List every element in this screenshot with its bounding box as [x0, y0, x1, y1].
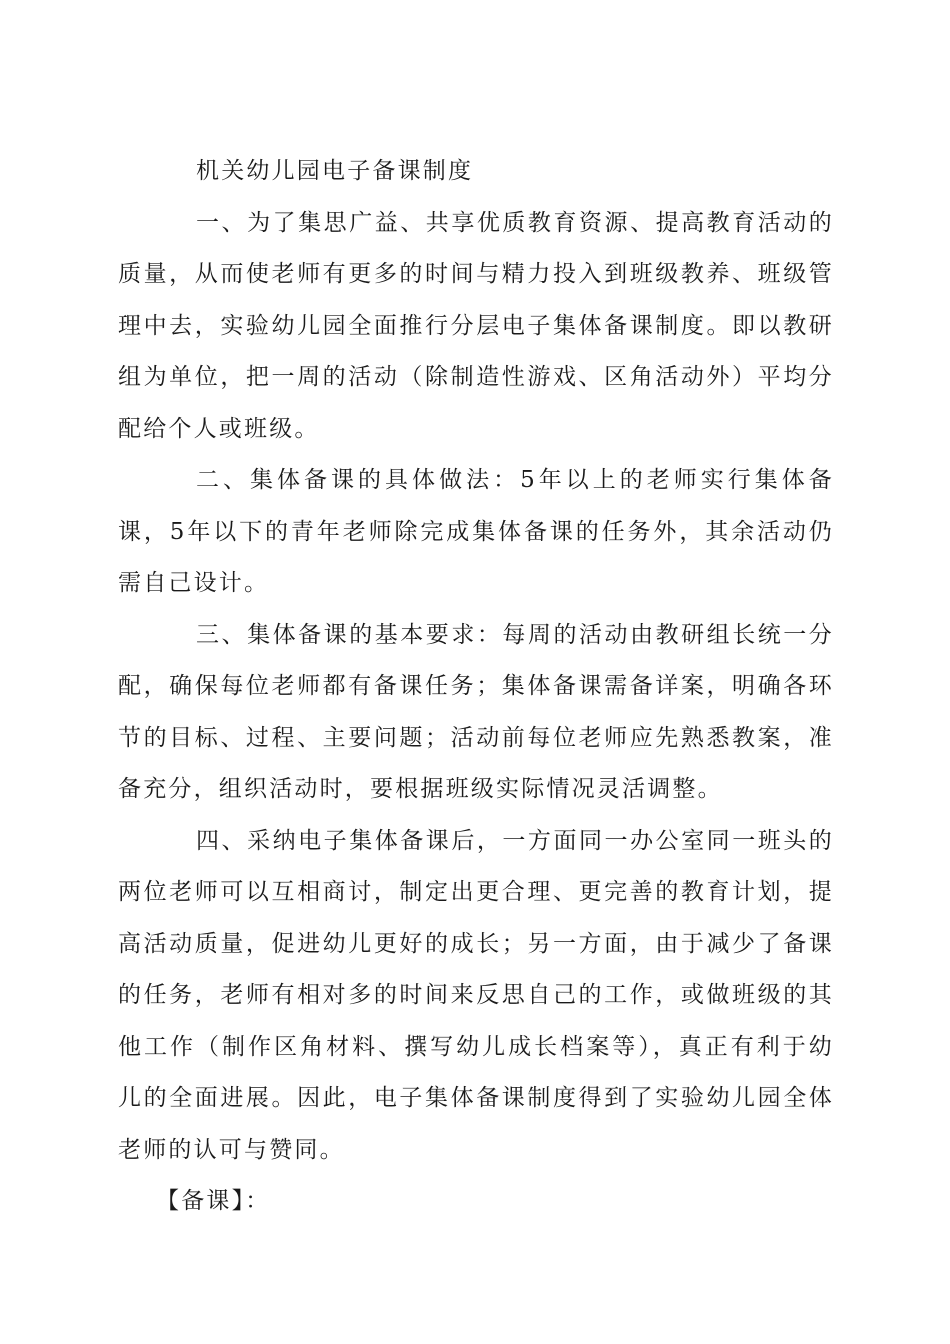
document-title: 机关幼儿园电子备课制度	[196, 158, 474, 184]
paragraph-4: 四、采纳电子集体备课后，一方面同一办公室同一班头的两位老师可以互相商讨，制定出更合理、更完善的教育计划，提高活动质量，促进幼儿更好的成长；另一方面，由于减少了备课的任务，老师有相对多的时间来反思自己的工作，或做班级的其他工作（制作区角材料、撰写幼儿成长档案等），真正有利于幼儿的全面进展。因此，电子集体备课制度得到了实验幼儿园全体老师的认可与赞同。	[118, 827, 834, 1163]
document-page	[118, 146, 834, 1228]
paragraph-2: 二、集体备课的具体做法：5年以上的老师实行集体备课，5年以下的青年老师除完成集体备课的任务外，其余活动仍需自己设计。	[118, 467, 834, 596]
paragraph-3: 三、集体备课的基本要求：每周的活动由教研组长统一分配，确保每位老师都有备课任务；集体备课需备详案，明确各环节的目标、过程、主要问题；活动前每位老师应先熟悉教案，准备充分，组织活动时，要根据班级实际情况灵活调整。	[118, 621, 834, 802]
paragraph-1: 一、为了集思广益、共享优质教育资源、提高教育活动的质量，从而使老师有更多的时间与精力投入到班级教养、班级管理中去，实验幼儿园全面推行分层电子集体备课制度。即以教研组为单位，把一周的活动（除制造性游戏、区角活动外）平均分配给个人或班级。	[118, 209, 834, 442]
section-label-beike: 【备课】：	[156, 1188, 271, 1214]
